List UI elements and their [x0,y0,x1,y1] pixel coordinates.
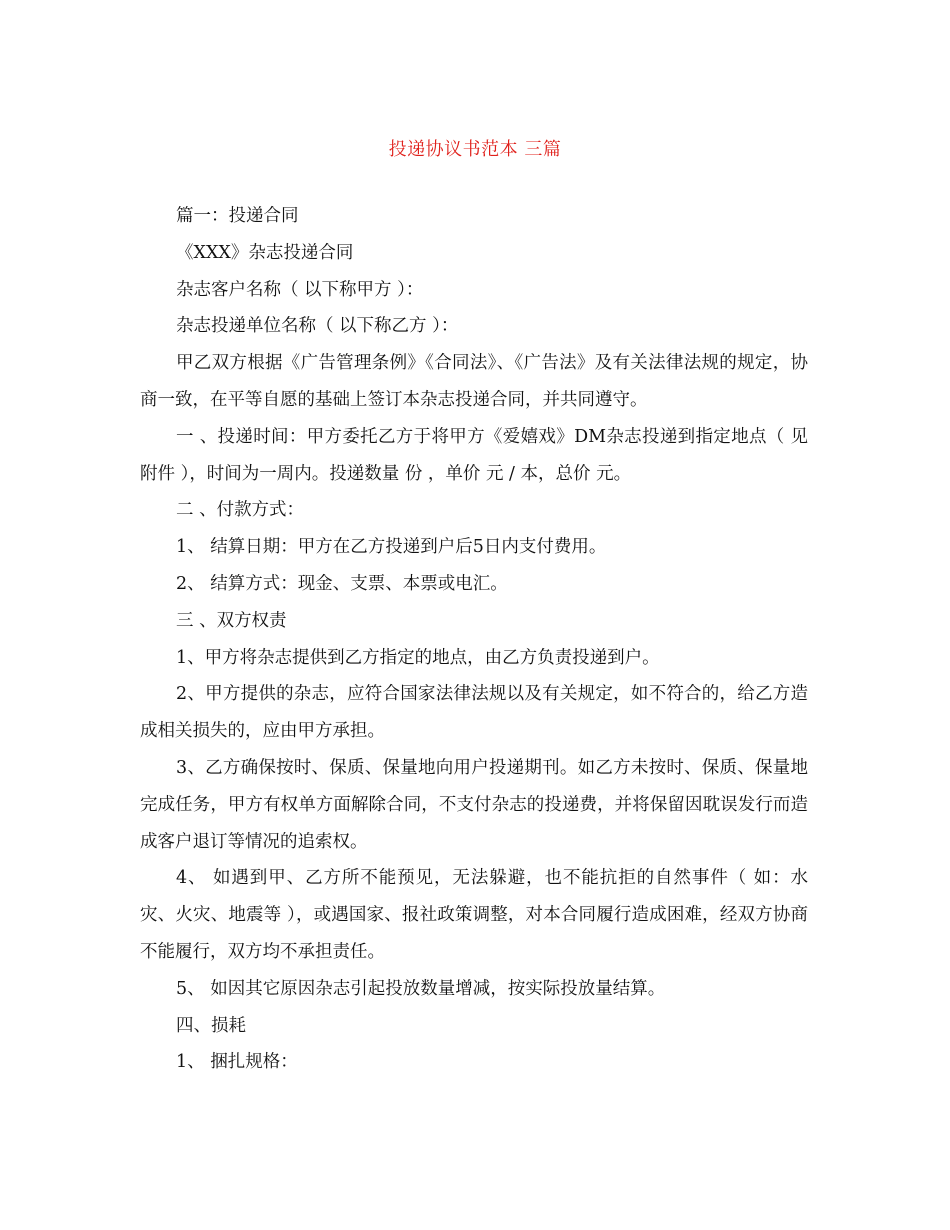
party-b-line: 杂志投递单位名称（ 以下称乙方 ）： [176,316,459,337]
party-a-line: 杂志客户名称（ 以下称甲方 ）： [176,279,424,300]
preamble-paragraph: 甲乙双方根据《广告管理条例》《合同法》、《广告法》及有关法律法规的规定，协商一致，在平等自愿的基础上签订本杂志投递合同，并共同遵守。 [140,353,808,410]
clause-delivery-time: 一 、投递时间：甲方委托乙方于将甲方《爱嬉戏》DM杂志投递到指定地点（ 见附件 ），时间为一周内。投递数量 份 ，单价 元 / 本，总价 元。 [140,426,808,484]
clause-payment-method: 2、 结算方式：现金、支票、本票或电汇。 [176,573,508,594]
section-heading-part-one: 篇一：投递合同 [176,206,299,226]
clause-loss-heading: 四、损耗 [176,1015,246,1036]
rights-item-4: 4、 如遇到甲、乙方所不能预见，无法躲避，也不能抗拒的自然事件（ 如：水灾、火灾、地震等 ），或遇国家、报社政策调整，对本合同履行造成困难，经双方协商不能履行，双方均不承担责任。 [140,868,808,962]
loss-item-1: 1、 捆扎规格： [176,1052,298,1073]
rights-item-5: 5、 如因其它原因杂志引起投放数量增减，按实际投放量结算。 [176,978,666,999]
rights-item-1: 1、甲方将杂志提供到乙方指定的地点，由乙方负责投递到户。 [176,647,660,668]
clause-rights-heading: 三 、双方权责 [176,610,287,631]
document-title: 投递协议书范本 三篇 [388,139,562,160]
clause-payment-date: 1、 结算日期：甲方在乙方投递到户后5日内支付费用。 [176,537,607,558]
document-body [140,198,808,1081]
rights-item-3: 3、乙方确保按时、保质、保量地向用户投递期刊。如乙方未按时、保质、保量地完成任务，甲方有权单方面解除合同，不支付杂志的投递费，并将保留因耽误发行而造成客户退订等情况的追索权。 [140,757,808,852]
clause-payment-heading: 二 、付款方式： [176,500,305,521]
contract-title: 《XXX》杂志投递合同 [176,242,354,263]
rights-item-2: 2、甲方提供的杂志，应符合国家法律法规以及有关规定，如不符合的，给乙方造成相关损失的，应由甲方承担。 [140,684,808,742]
